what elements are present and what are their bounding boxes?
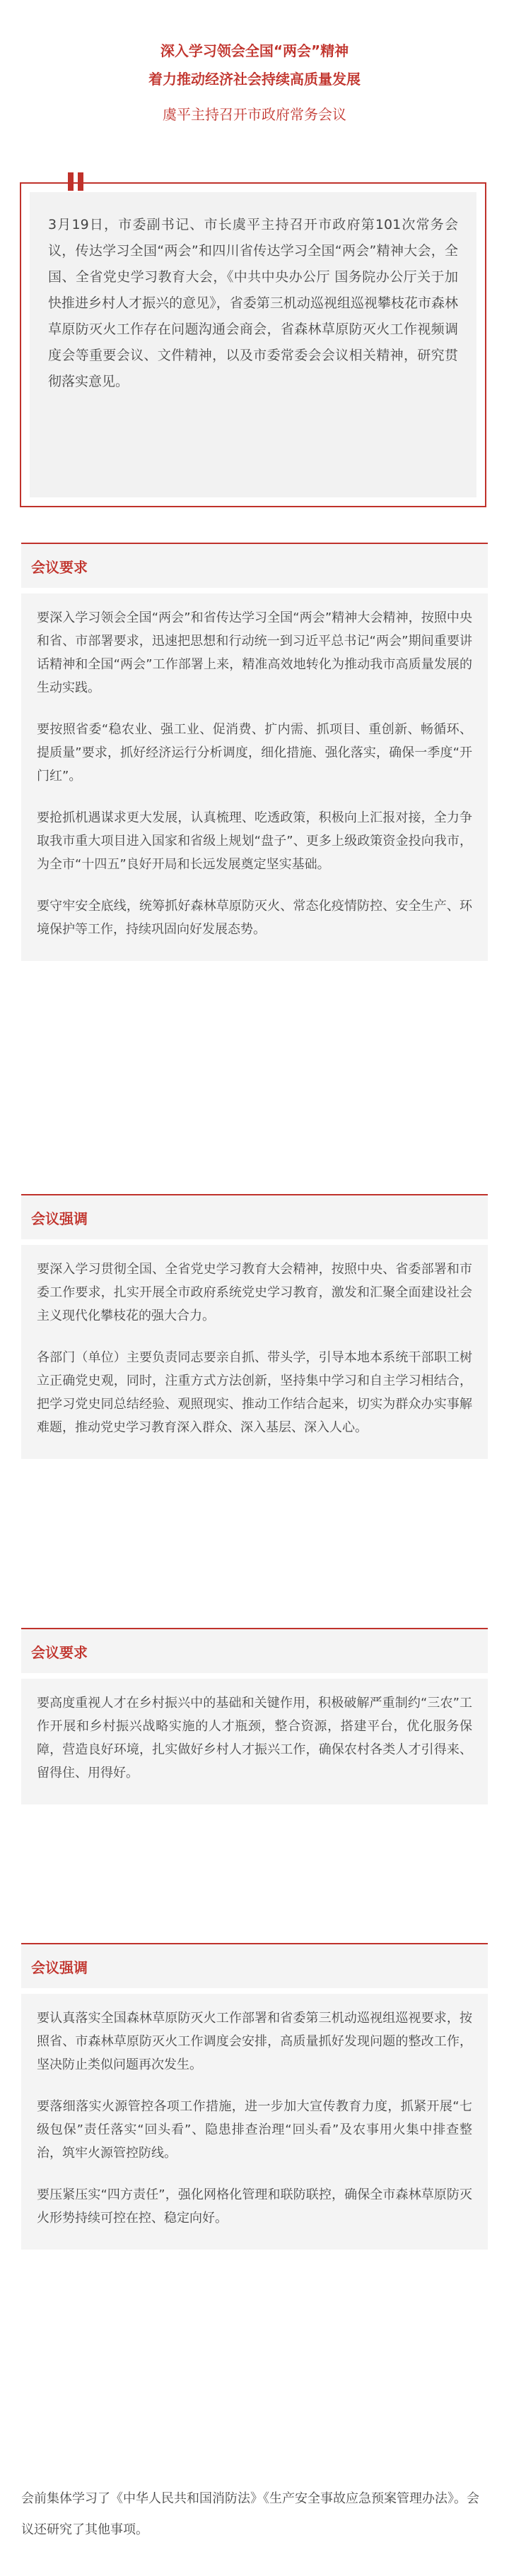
- section-title-bar: [21, 544, 488, 588]
- intro-text: 3月19日，市委副书记、市长虞平主持召开市政府第101次常务会议，传达学习全国“两会”和四川省传达学习全国“两会”精神大会，全国、全省党史学习教育大会，《中共中央办公厅 国务院办公厅关于加快推进乡村人才振兴的意见》，省委第三机动巡视组巡视攀枝花市森林草原防灭火工作存在问题沟通会商会，省森林草原防灭火工作视频调度会等重要会议、文件精神，以及市委常委会会议相关精神，研究贯彻落实意见。: [30, 192, 476, 497]
- headline-line-1: 深入学习领会全国“两会”精神: [160, 42, 349, 59]
- section-title: 会议强调: [31, 1959, 88, 1976]
- section-title: 会议要求: [31, 559, 88, 576]
- headline-line-2: 着力推动经济社会持续高质量发展: [148, 71, 361, 88]
- paragraph: 各部门（单位）主要负责同志要亲自抓、带头学，引导本地本系统干部职工树立正确党史观，同时，注重方式方法创新，坚持集中学习和自主学习相结合，把学习党史同总结经验、观照现实、推动工作结合起来，切实为群众办实事解难题，推动党史学习教育深入群众、深入基层、深入人心。: [37, 1350, 472, 1435]
- intro-box: [20, 182, 486, 507]
- section-title-bar: [21, 1629, 488, 1673]
- section-meeting-requirements-1: [21, 543, 488, 961]
- section-meeting-emphasis-1: [21, 1194, 488, 1459]
- paragraph: 要压紧压实“四方责任”，强化网格化管理和联防联控，确保全市森林草原防灭火形势持续可控在控、稳定向好。: [37, 2187, 472, 2226]
- section-title: 会议要求: [31, 1644, 88, 1661]
- paragraph: 要深入学习贯彻全国、全省党史学习教育大会精神，按照中央、省委部署和市委工作要求，扎实开展全市政府系统党史学习教育，激发和汇聚全面建设社会主义现代化攀枝花的强大合力。: [37, 1262, 472, 1323]
- section-meeting-emphasis-2: [21, 1943, 488, 2250]
- paragraph: 要守牢安全底线，统筹抓好森林草原防灭火、常态化疫情防控、安全生产、环境保护等工作，持续巩固向好发展态势。: [37, 899, 472, 937]
- section-title: 会议强调: [31, 1210, 88, 1227]
- paragraph: 要抢抓机遇谋求更大发展，认真梳理、吃透政策，积极向上汇报对接，全力争取我市重大项目进入国家和省级上规划“盘子”、更多上级政策资金投向我市，为全市“十四五”良好开局和长远发展奠定坚实基础。: [37, 810, 472, 872]
- section-body: [21, 593, 488, 961]
- paragraph: 要认真落实全国森林草原防灭火工作部署和省委第三机动巡视组巡视要求，按照省、市森林草原防灭火工作调度会安排，高质量抓好发现问题的整改工作，坚决防止类似问题再次发生。: [37, 2011, 472, 2072]
- paragraph: 要高度重视人才在乡村振兴中的基础和关键作用，积极破解严重制约“三农”工作开展和乡村振兴战略实施的人才瓶颈，整合资源，搭建平台，优化服务保障，营造良好环境，扎实做好乡村人才振兴工作，确保农村各类人才引得来、留得住、用得好。: [37, 1696, 472, 1780]
- paragraph: 要深入学习领会全国“两会”和省传达学习全国“两会”精神大会精神，按照中央和省、市部署要求，迅速把思想和行动统一到习近平总书记“两会”期间重要讲话精神和全国“两会”工作部署上来，精准高效地转化为推动我市高质量发展的生动实践。: [37, 610, 472, 695]
- section-title-bar: [21, 1944, 488, 1988]
- section-meeting-requirements-2: [21, 1628, 488, 1804]
- paragraph: 要按照省委“稳农业、强工业、促消费、扩内需、抓项目、重创新、畅循环、提质量”要求，抓好经济运行分析调度，细化措施、强化落实，确保一季度“开门红”。: [37, 722, 472, 784]
- article-header: [0, 0, 509, 129]
- paragraph: 要落细落实火源管控各项工作措施，进一步加大宣传教育力度，抓紧开展“七级包保”责任落实“回头看”、隐患排查治理“回头看”及农事用火集中排查整治，筑牢火源管控防线。: [37, 2099, 472, 2161]
- section-body: [21, 1245, 488, 1459]
- section-title-bar: [21, 1195, 488, 1239]
- headline-subtitle: 虞平主持召开市政府常务会议: [163, 106, 346, 123]
- closing-paragraph: 会前集体学习了《中华人民共和国消防法》《生产安全事故应急预案管理办法》。会议还研究了其他事项。: [21, 2491, 479, 2537]
- section-body: [21, 1679, 488, 1804]
- section-body: [21, 1994, 488, 2250]
